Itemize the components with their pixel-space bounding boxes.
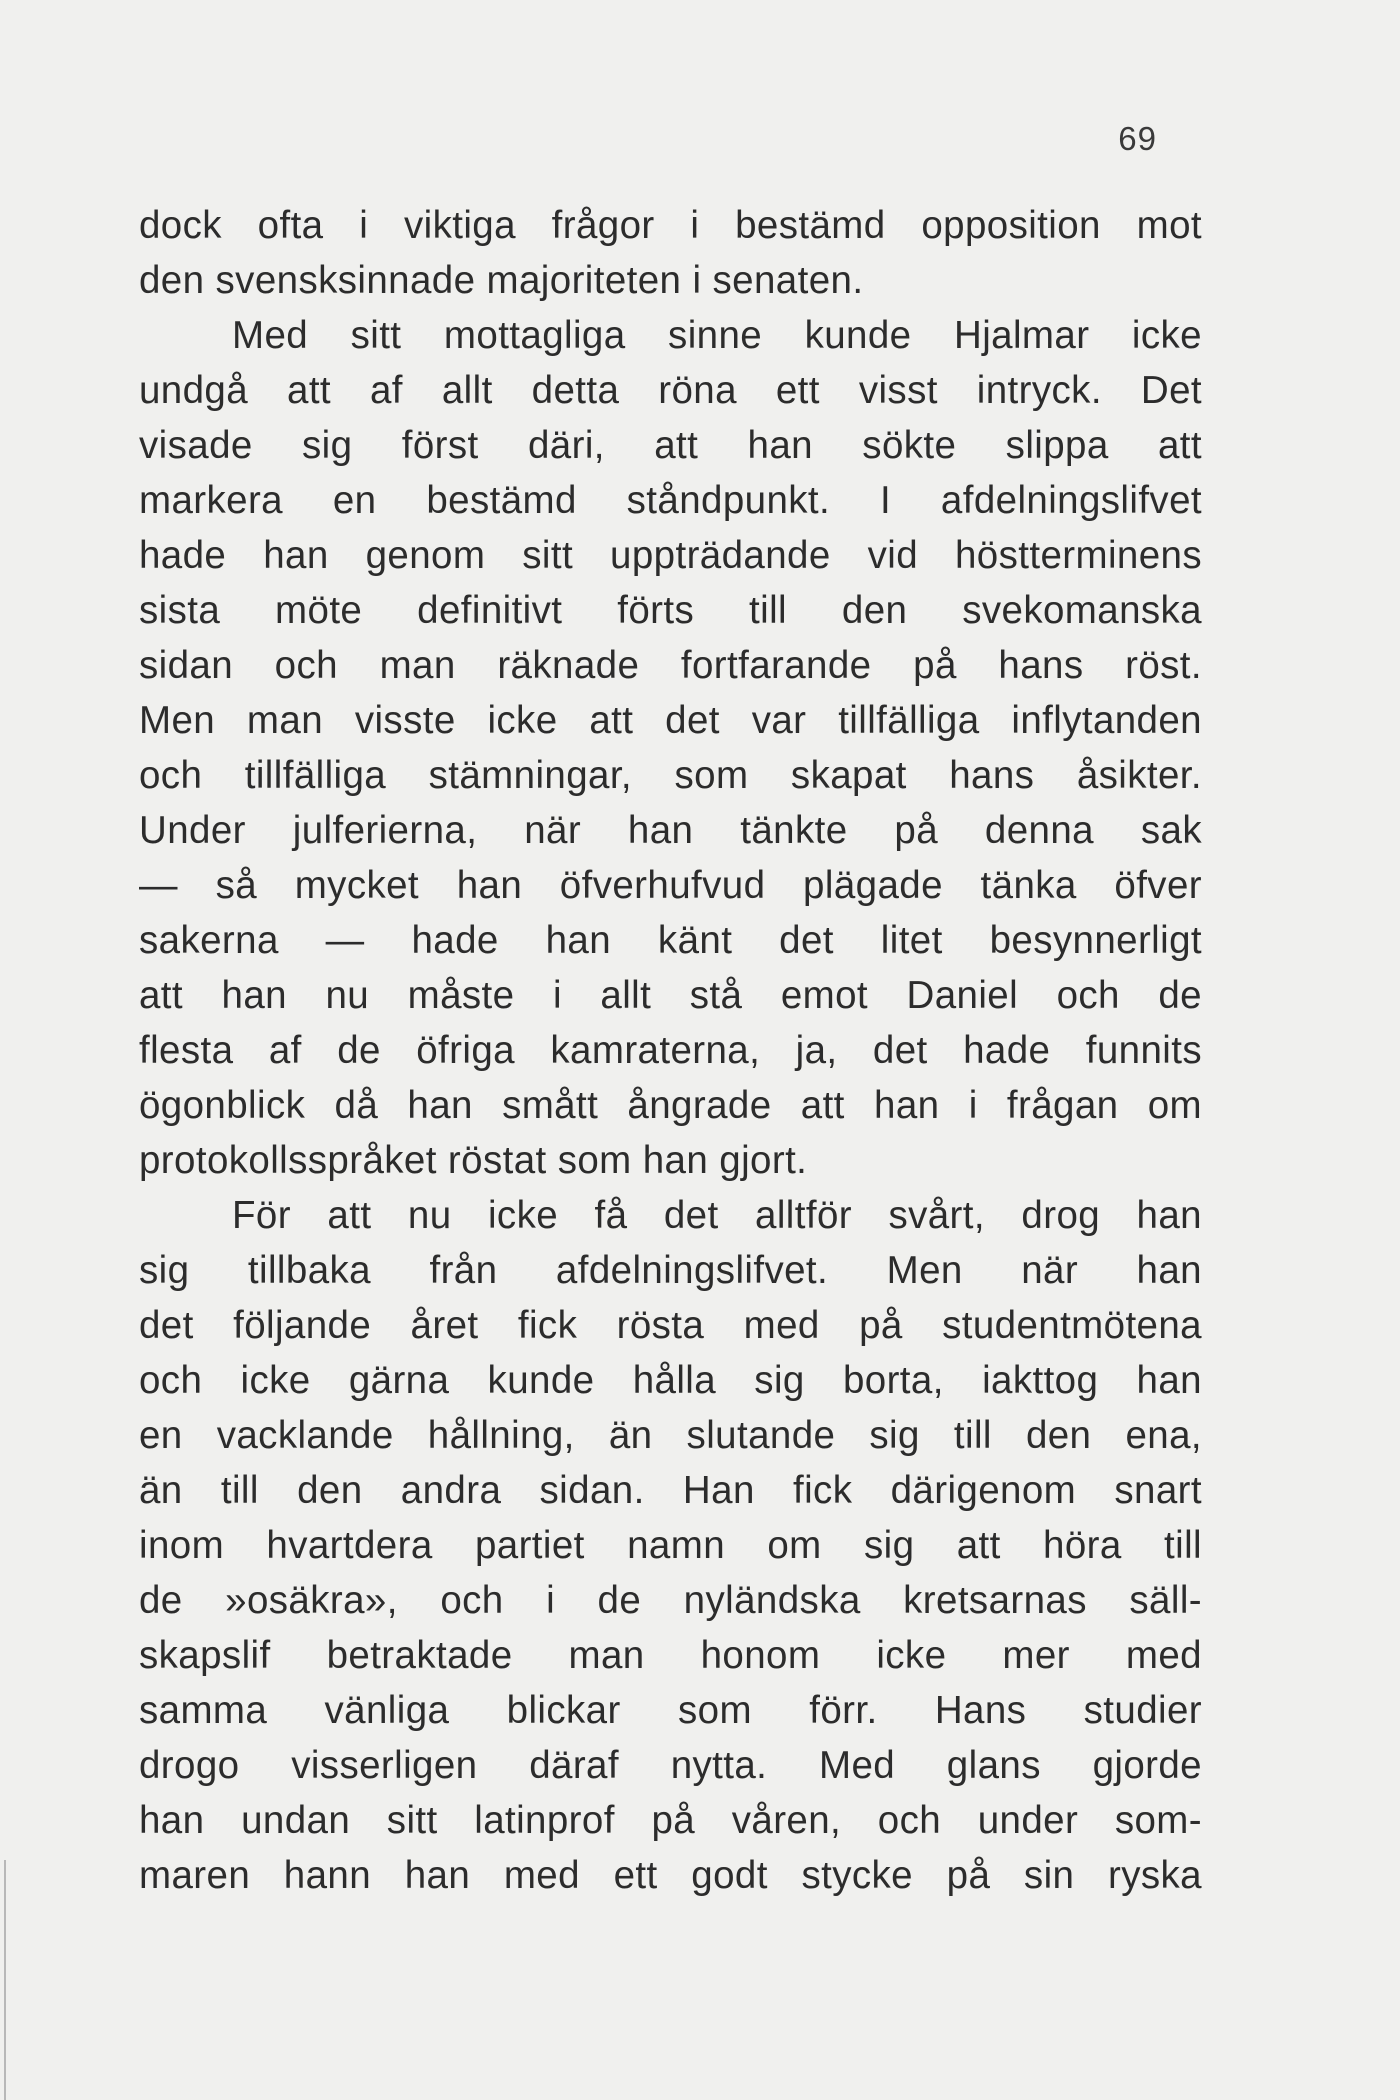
text-line: det följande året fick rösta med på studentmötena <box>139 1304 1202 1347</box>
text-line: maren hann han med ett godt stycke på sin ryska <box>139 1854 1202 1897</box>
text-line: de »osäkra», och i de nyländska kretsarnas säll- <box>139 1579 1202 1622</box>
text-line: dock ofta i viktiga frågor i bestämd opposition mot <box>139 204 1202 247</box>
text-line: ögonblick då han smått ångrade att han i frågan om <box>139 1084 1202 1127</box>
text-line: den svensksinnade majoriteten i senaten. <box>139 259 864 302</box>
page-number: 69 <box>1118 120 1157 157</box>
text-line: och tillfälliga stämningar, som skapat hans åsikter. <box>139 754 1202 797</box>
text-line: att han nu måste i allt stå emot Daniel och de <box>139 974 1202 1017</box>
text-line: en vacklande hållning, än slutande sig till den ena, <box>139 1414 1202 1457</box>
text-line: Med sitt mottagliga sinne kunde Hjalmar icke <box>232 314 1202 357</box>
text-line: hade han genom sitt uppträdande vid höstterminens <box>139 534 1202 577</box>
text-line: flesta af de öfriga kamraterna, ja, det hade funnits <box>139 1029 1202 1072</box>
text-line: inom hvartdera partiet namn om sig att höra till <box>139 1524 1202 1567</box>
text-line: sig tillbaka från afdelningslifvet. Men när han <box>139 1249 1202 1292</box>
text-line: sakerna — hade han känt det litet besynnerligt <box>139 919 1202 962</box>
text-line: Under julferierna, när han tänkte på denna sak <box>139 809 1202 852</box>
text-line: undgå att af allt detta röna ett visst intryck. Det <box>139 369 1202 412</box>
text-line: markera en bestämd ståndpunkt. I afdelningslifvet <box>139 479 1202 522</box>
text-line: — så mycket han öfverhufvud plägade tänka öfver <box>139 864 1202 907</box>
text-line: samma vänliga blickar som förr. Hans studier <box>139 1689 1202 1732</box>
page-edge-line <box>4 1860 6 2100</box>
text-line: sista möte definitivt förts till den svekomanska <box>139 589 1202 632</box>
text-line: sidan och man räknade fortfarande på hans röst. <box>139 644 1202 687</box>
body-text <box>139 198 1202 1903</box>
text-line: visade sig först däri, att han sökte slippa att <box>139 424 1202 467</box>
text-line: Men man visste icke att det var tillfälliga inflytanden <box>139 699 1202 742</box>
text-line: protokollsspråket röstat som han gjort. <box>139 1139 808 1182</box>
text-line: han undan sitt latinprof på våren, och under som- <box>139 1799 1202 1842</box>
text-line: skapslif betraktade man honom icke mer med <box>139 1634 1202 1677</box>
text-line: och icke gärna kunde hålla sig borta, iakttog han <box>139 1359 1202 1402</box>
text-line: drogo visserligen däraf nytta. Med glans gjorde <box>139 1744 1202 1787</box>
text-line: För att nu icke få det alltför svårt, drog han <box>232 1194 1202 1237</box>
text-line: än till den andra sidan. Han fick därigenom snart <box>139 1469 1202 1512</box>
